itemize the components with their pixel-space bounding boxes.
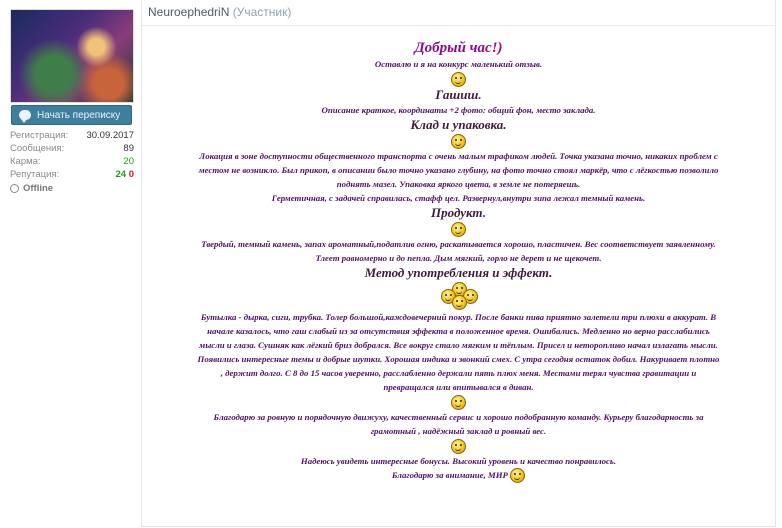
offline-status-icon	[10, 184, 19, 193]
shop-dot: .	[478, 87, 482, 102]
stat-value[interactable]: 89	[123, 143, 134, 154]
method-text-line: превращался или впитывался в диван.	[383, 382, 534, 392]
author-name[interactable]: NeuroephedriN	[148, 5, 230, 19]
smiley-row	[150, 394, 767, 410]
stat-karma	[10, 155, 134, 168]
smiley-icon	[510, 468, 525, 483]
method-text-line: Появились интересные темы и добрые шутки. Хорошая индика и звонкий смех. С утра сегодня остаток добил. Накуривает плотно	[197, 354, 720, 364]
stat-value: 30.09.2017	[86, 130, 134, 141]
product-dot: .	[482, 205, 486, 220]
final-text	[150, 468, 767, 483]
online-status-label: Offline	[23, 182, 54, 194]
post-container	[141, 0, 776, 527]
online-status	[10, 181, 134, 195]
smiley-icon	[451, 222, 466, 237]
product-title: Продукт	[431, 205, 483, 220]
product-heading	[150, 205, 767, 221]
stat-reputation	[10, 168, 134, 181]
thanks-text-line: грамотный , надёжный заклад и ровный вес.	[370, 426, 547, 436]
smiley-icon	[452, 295, 467, 310]
user-stats	[10, 129, 134, 195]
stat-label: Карма:	[10, 156, 41, 167]
chat-bubble-icon	[19, 110, 31, 120]
shop-heading	[150, 87, 767, 103]
shop-title: Гашиш	[435, 87, 479, 102]
smiley-row	[150, 221, 767, 237]
stash-text-line: Герметичная, с задачей справилась, стафф цел. Развернул,внутри зипа лежал темный камень.	[271, 193, 646, 203]
reputation-minus: 0	[128, 169, 134, 180]
stat-label: Сообщения:	[10, 143, 65, 154]
smiley-row	[150, 438, 767, 454]
stat-label: Репутация:	[10, 169, 60, 180]
method-text-line: , держит долго. С 8 до 15 часов уверенно, расслабленно держали пять плюх меня. Местами терял чувства гравитации и	[220, 368, 697, 378]
post-header	[142, 0, 775, 26]
stat-label: Регистрация:	[10, 130, 69, 141]
reputation-plus: 24	[115, 169, 127, 180]
stat-value: 20	[123, 156, 134, 167]
smiley-row	[150, 71, 767, 87]
user-avatar[interactable]	[10, 9, 134, 103]
smiley-icon	[451, 395, 466, 410]
method-text-line: Бутылка - дырка, сиги, трубка. Толер большой,каждовечерний покур. После банки пива приятно залетели три плюхи в аккурат. В	[200, 312, 717, 322]
user-sidebar	[0, 0, 141, 528]
smiley-row	[150, 133, 767, 149]
start-conversation-button[interactable]	[11, 105, 132, 125]
intro-text: Оставлю и я на конкурс маленький отзыв.	[374, 59, 543, 69]
stash-text-line: местом не возникло. Был прикоп, в описании было точно указано глубину, на фото точно стоял маркёр, что с лёгкостью позволило	[198, 165, 719, 175]
stat-messages	[10, 142, 134, 155]
method-text-line: начале казалось, что гаш слабый из за отсутствия эффекта в положенное время. Ошибались. Медленно но верно расслабились	[207, 326, 710, 336]
stash-heading: Клад и упаковка.	[410, 117, 507, 132]
smiley-icon	[451, 72, 466, 87]
start-conversation-label: Начать переписку	[37, 109, 121, 121]
shop-text: Описание краткое, координаты +2 фото: общий фон, место заклада.	[321, 105, 596, 115]
stash-text-line: Локация в зоне доступности общественного транспорта с очень малым трафиком людей. Точка указана точно, никаких проблем с	[199, 151, 718, 161]
method-text-line: мысли и глаза. Сушняк как лёгкий бриз добрался. Все вокруг стало мягким и тёплым. Присел и неторопливо начал излагать мысли.	[199, 340, 718, 350]
stat-registration	[10, 129, 134, 142]
thanks-text-line: Благодарю за ровную и порядочную движуху, качественный сервис и хорошо подобранную команду. Курьеру благодарность за	[213, 412, 704, 422]
greeting-heading: Добрый час!)	[414, 40, 503, 56]
reputation-values	[115, 168, 134, 181]
post-body	[150, 26, 767, 483]
smiley-icon	[451, 439, 466, 454]
author-role: (Участник)	[232, 5, 292, 19]
smiley-cluster	[439, 282, 479, 310]
stash-text-line: поднять мазел. Упаковка яркого цвета, в земле не потеряешь.	[336, 179, 581, 189]
hope-text: Надеюсь увидеть интересные бонусы. Высокий уровень и качество понравилось.	[300, 456, 617, 466]
smiley-icon	[451, 134, 466, 149]
product-text-line: Тлеет равномерно и до пепла. Дым мягкий, горло не дерет и не щекочет.	[315, 253, 602, 263]
method-heading: Метод употребления и эффект.	[364, 265, 553, 280]
final-text-label: Благодарю за внимание, МИР	[391, 470, 508, 480]
product-text-line: Твердый, темный камень, запах ароматный,податлив огню, раскатывается хорошо, пластичен. Вес соответствует заявленному.	[201, 239, 716, 249]
